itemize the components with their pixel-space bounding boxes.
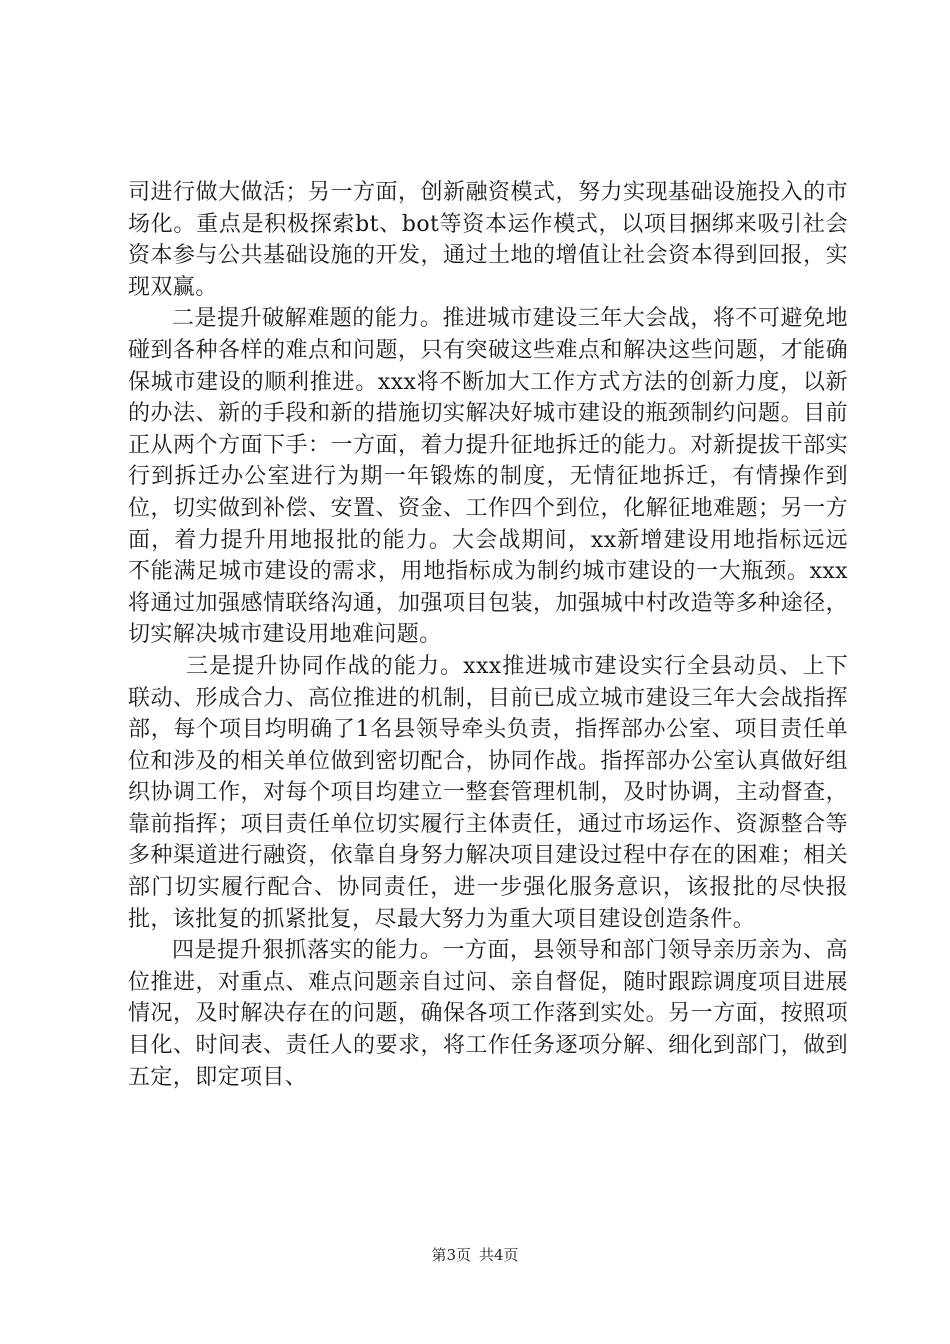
page-footer bbox=[0, 1244, 950, 1265]
paragraph-4: 四是提升狠抓落实的能力。一方面，县领导和部门领导亲历亲为、高位推进，对重点、难点问题亲自过问、亲自督促，随时跟踪调度项目进展情况，及时解决存在的问题，确保各项工作落到实处。另一方面，按照项目化、时间表、责任人的要求，将工作任务逐项分解、细化到部门，做到五定，即定项目、 bbox=[128, 938, 848, 1090]
paragraph-2: 二是提升破解难题的能力。推进城市建设三年大会战，将不可避免地碰到各种各样的难点和问题，只有突破这些难点和解决这些问题，才能确保城市建设的顺利推进。xxx将不断加大工作方式方法的创新力度，以新的办法、新的手段和新的措施切实解决好城市建设的瓶颈制约问题。目前正从两个方面下手：一方面，着力提升征地拆迁的能力。对新提拔干部实行到拆迁办公室进行为期一年锻炼的制度，无情征地拆迁，有情操作到位，切实做到补偿、安置、资金、工作四个到位，化解征地难题；另一方面，着力提升用地报批的能力。大会战期间，xx新增建设用地指标远远不能满足城市建设的需求，用地指标成为制约城市建设的一大瓶颈。xxx将通过加强感情联络沟通，加强项目包装，加强城中村改造等多种途径，切实解决城市建设用地难问题。 bbox=[128, 306, 848, 648]
paragraph-continuation: 司进行做大做活；另一方面，创新融资模式，努力实现基础设施投入的市场化。重点是积极探索bt、bot等资本运作模式，以项目捆绑来吸引社会资本参与公共基础设施的开发，通过土地的增值让社会资本得到回报，实现双赢。 bbox=[128, 180, 848, 300]
page-number: 第3页 bbox=[431, 1246, 471, 1264]
page-total: 共4页 bbox=[479, 1246, 519, 1264]
document-body bbox=[128, 177, 848, 1093]
paragraph-3: 三是提升协同作战的能力。xxx推进城市建设实行全县动员、上下联动、形成合力、高位推进的机制，目前已成立城市建设三年大会战指挥部，每个项目均明确了1名县领导牵头负责，指挥部办公室、项目责任单位和涉及的相关单位做到密切配合，协同作战。指挥部办公室认真做好组织协调工作，对每个项目均建立一整套管理机制，及时协调，主动督查，靠前指挥；项目责任单位切实履行主体责任，通过市场运作、资源整合等多种渠道进行融资，依靠自身努力解决项目建设过程中存在的困难；相关部门切实履行配合、协同责任，进一步强化服务意识，该报批的尽快报批，该批复的抓紧批复，尽最大努力为重大项目建设创造条件。 bbox=[128, 653, 848, 932]
